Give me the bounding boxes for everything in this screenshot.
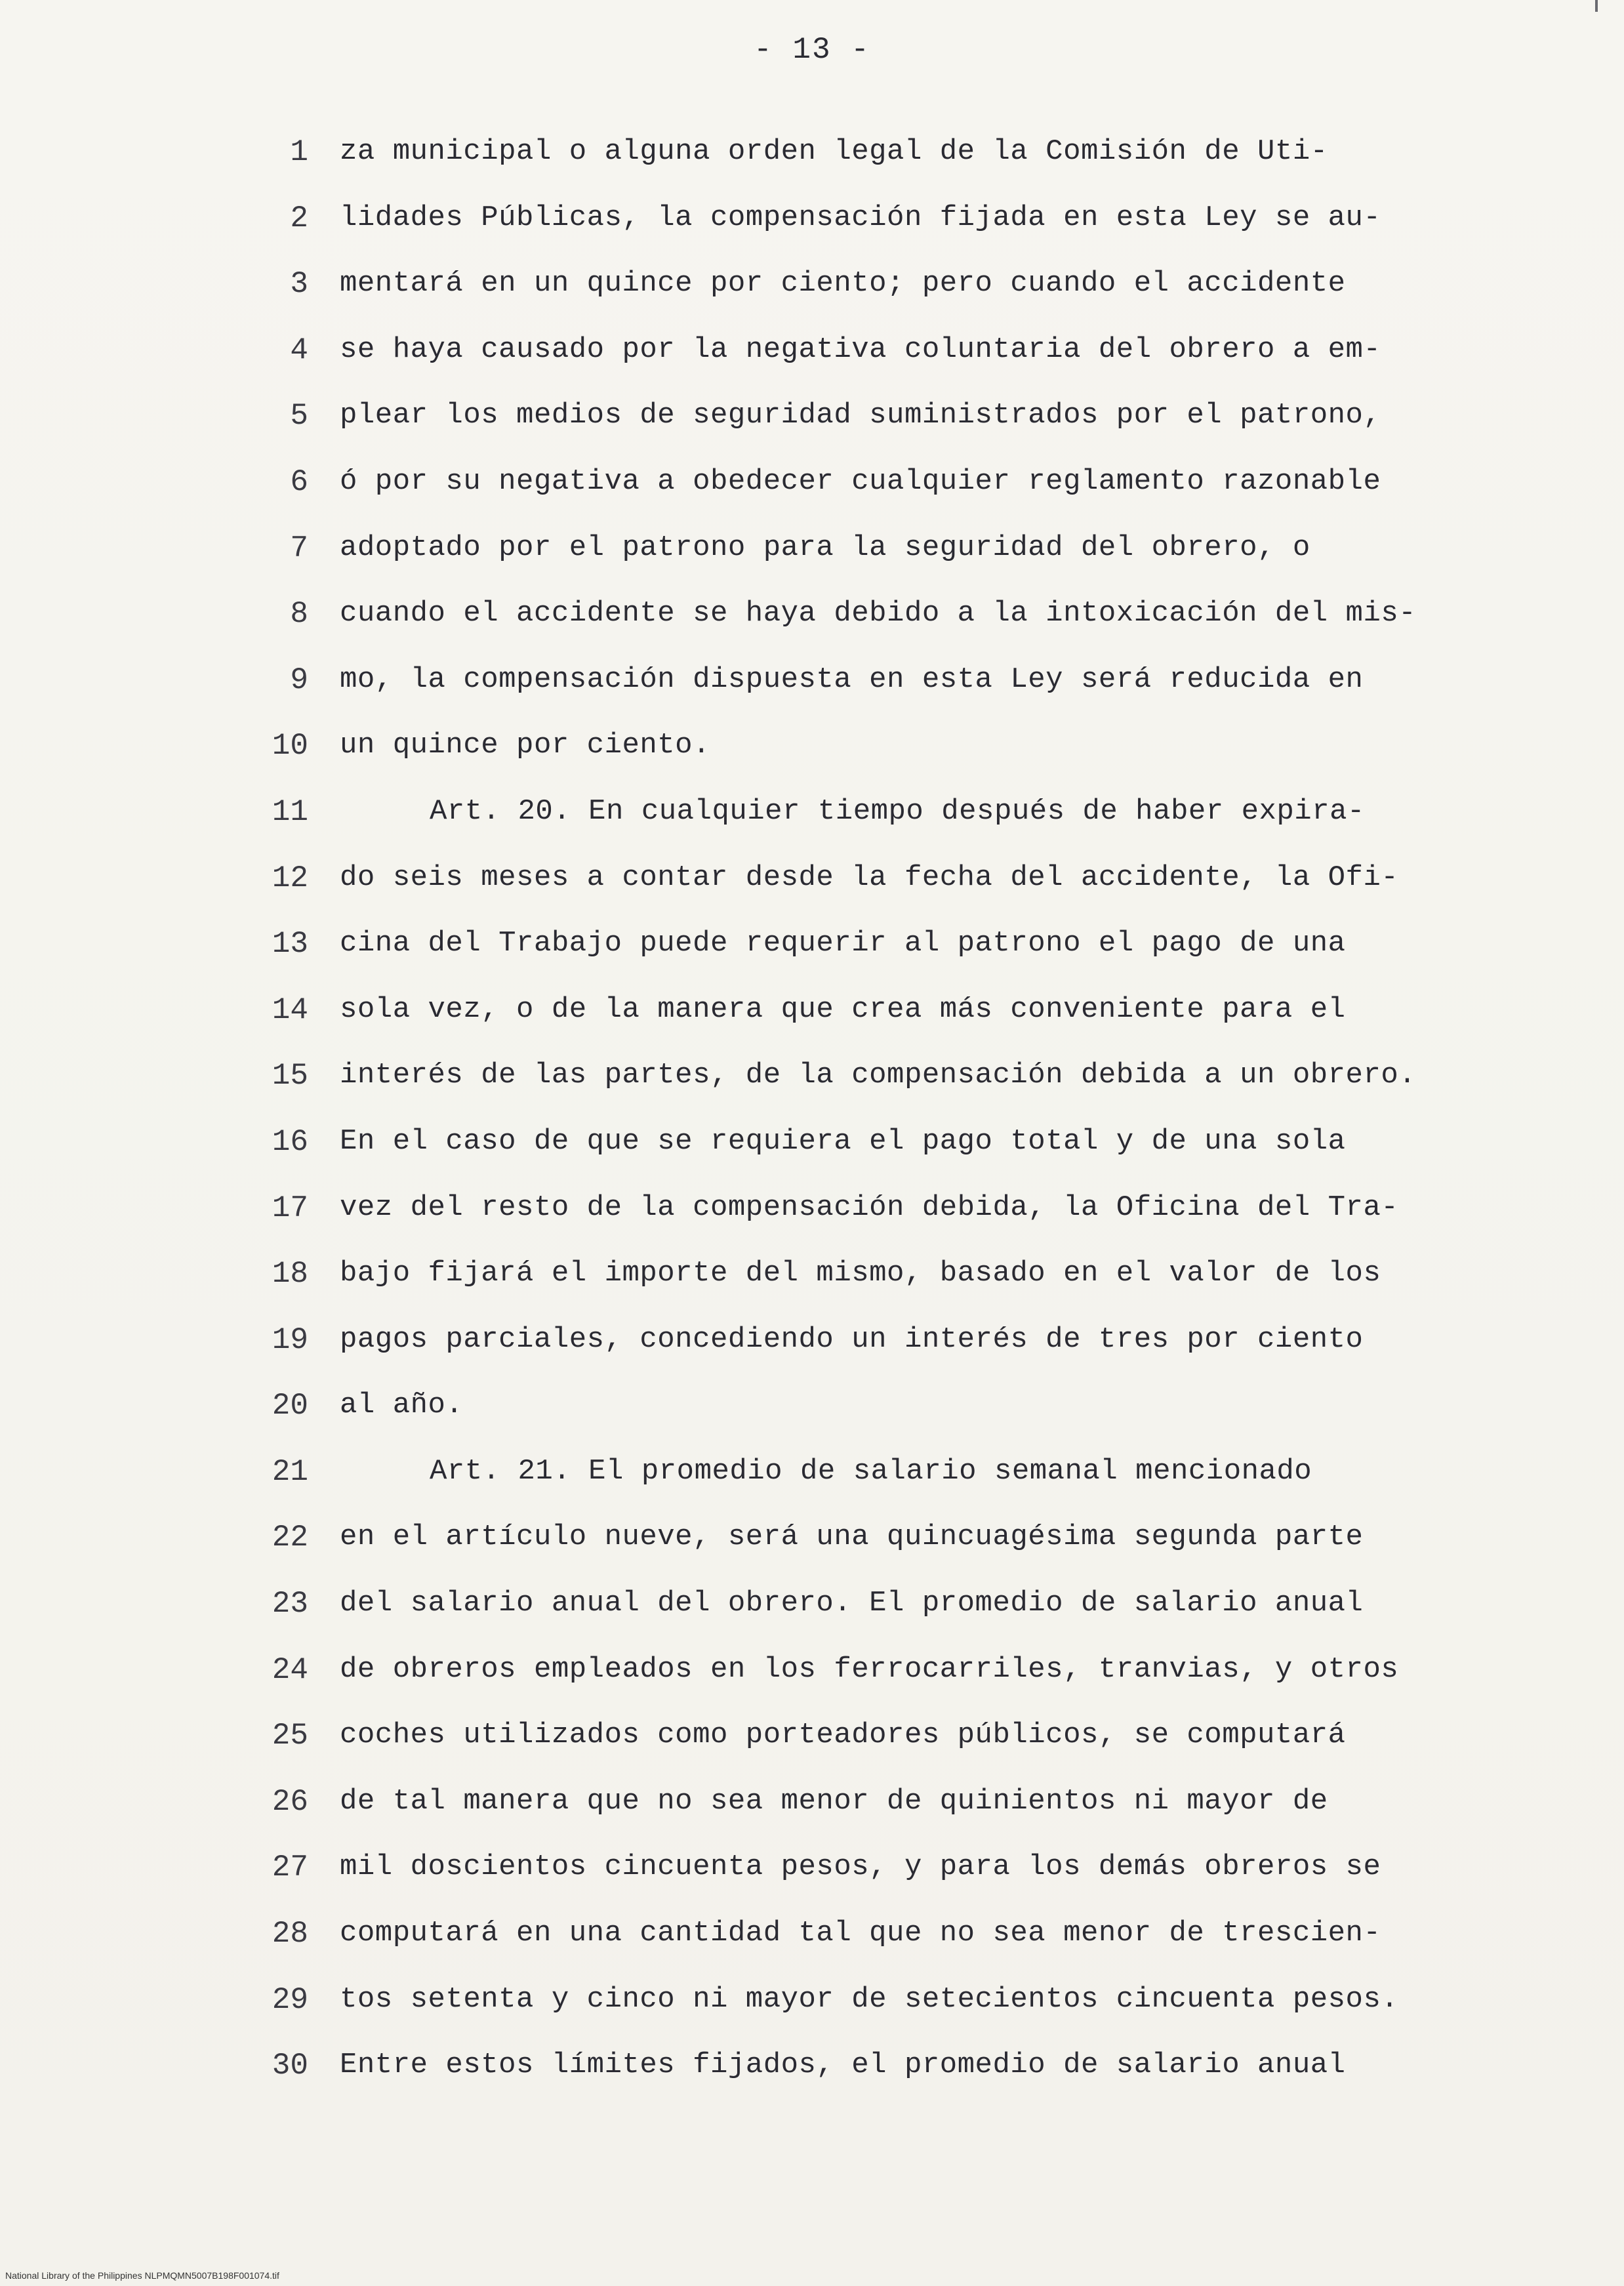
document-body <box>0 129 1624 2108</box>
line-text: se haya causado por la negativa coluntaria del obrero a em- <box>340 333 1381 366</box>
document-line <box>0 855 1624 921</box>
document-line <box>0 525 1624 591</box>
document-line <box>0 1250 1624 1316</box>
line-number: 28 <box>272 1917 308 1951</box>
line-text: ó por su negativa a obedecer cualquier reglamento razonable <box>340 464 1381 498</box>
line-text: coches utilizados como porteadores públicos, se computará <box>340 1719 1346 1752</box>
line-number: 11 <box>272 794 308 829</box>
document-line <box>0 722 1624 788</box>
line-text: computará en una cantidad tal que no sea menor de trescien- <box>340 1917 1381 1950</box>
document-line <box>0 1052 1624 1118</box>
line-number: 21 <box>272 1454 308 1489</box>
line-number: 1 <box>290 135 308 169</box>
document-line <box>0 657 1624 723</box>
line-number: 8 <box>290 597 308 632</box>
document-line <box>0 987 1624 1053</box>
line-text: mil doscientos cincuenta pesos, y para los demás obreros se <box>340 1850 1381 1884</box>
document-line <box>0 459 1624 525</box>
line-number: 6 <box>290 464 308 499</box>
document-line <box>0 1382 1624 1448</box>
line-number: 27 <box>272 1850 308 1885</box>
line-text: interés de las partes, de la compensación debida a un obrero. <box>340 1059 1417 1092</box>
line-text: cuando el accidente se haya debido a la intoxicación del mis- <box>340 597 1417 630</box>
line-text: Entre estos límites fijados, el promedio de salario anual <box>340 2049 1346 2082</box>
line-text: mentará en un quince por ciento; pero cuando el accidente <box>340 267 1346 300</box>
line-number: 26 <box>272 1784 308 1819</box>
document-line <box>0 1910 1624 1976</box>
line-text: al año. <box>340 1389 464 1422</box>
document-line <box>0 195 1624 261</box>
line-number: 9 <box>290 663 308 697</box>
line-text: za municipal o alguna orden legal de la Comisión de Uti- <box>340 135 1328 168</box>
line-number: 10 <box>272 729 308 764</box>
line-text: Art. 20. En cualquier tiempo después de haber expira- <box>430 794 1365 828</box>
document-line <box>0 260 1624 327</box>
document-line <box>0 1580 1624 1646</box>
line-text: vez del resto de la compensación debida, la Oficina del Tra- <box>340 1191 1399 1224</box>
line-number: 7 <box>290 531 308 565</box>
line-number: 5 <box>290 399 308 434</box>
line-number: 20 <box>272 1389 308 1423</box>
document-line <box>0 590 1624 657</box>
document-line <box>0 1778 1624 1845</box>
document-line <box>0 1712 1624 1778</box>
line-number: 18 <box>272 1257 308 1292</box>
document-line <box>0 1118 1624 1185</box>
line-number: 17 <box>272 1191 308 1225</box>
document-line <box>0 1185 1624 1251</box>
line-text: pagos parciales, concediendo un interés de tres por ciento <box>340 1322 1364 1356</box>
document-line <box>0 129 1624 195</box>
line-number: 15 <box>272 1059 308 1093</box>
scan-footer: National Library of the Philippines NLPMQMN5007B198F001074.tif <box>5 2270 279 2281</box>
line-text: tos setenta y cinco ni mayor de setecientos cincuenta pesos. <box>340 1982 1399 2016</box>
line-text: adoptado por el patrono para la seguridad del obrero, o <box>340 531 1310 564</box>
line-text: Art. 21. El promedio de salario semanal mencionado <box>430 1454 1312 1488</box>
line-text: mo, la compensación dispuesta en esta Ley será reducida en <box>340 663 1364 696</box>
line-number: 24 <box>272 1652 308 1687</box>
line-number: 14 <box>272 992 308 1027</box>
document-line <box>0 1514 1624 1580</box>
line-text: de obreros empleados en los ferrocarriles, tranvias, y otros <box>340 1652 1399 1686</box>
line-number: 3 <box>290 267 308 302</box>
document-line <box>0 788 1624 855</box>
line-text: cina del Trabajo puede requerir al patrono el pago de una <box>340 927 1346 960</box>
line-text: en el artículo nueve, será una quincuagésima segunda parte <box>340 1521 1364 1554</box>
document-line <box>0 1448 1624 1515</box>
document-line <box>0 2042 1624 2108</box>
document-line <box>0 1646 1624 1713</box>
line-number: 19 <box>272 1322 308 1357</box>
line-number: 22 <box>272 1521 308 1555</box>
line-number: 25 <box>272 1719 308 1753</box>
line-number: 4 <box>290 333 308 367</box>
line-text: bajo fijará el importe del mismo, basado en el valor de los <box>340 1257 1381 1290</box>
edge-mark <box>1595 0 1598 12</box>
document-line <box>0 392 1624 459</box>
line-text: En el caso de que se requiera el pago total y de una sola <box>340 1124 1346 1158</box>
line-number: 30 <box>272 2049 308 2083</box>
line-number: 2 <box>290 201 308 235</box>
line-number: 23 <box>272 1587 308 1622</box>
document-line <box>0 1844 1624 1910</box>
line-number: 16 <box>272 1124 308 1159</box>
document-line <box>0 327 1624 393</box>
line-text: de tal manera que no sea menor de quinientos ni mayor de <box>340 1784 1328 1818</box>
page-number: - 13 - <box>754 33 870 67</box>
line-number: 13 <box>272 927 308 962</box>
line-text: do seis meses a contar desde la fecha del accidente, la Ofi- <box>340 861 1399 894</box>
document-line <box>0 1316 1624 1383</box>
line-text: plear los medios de seguridad suministrados por el patrono, <box>340 399 1381 432</box>
line-text: lidades Públicas, la compensación fijada en esta Ley se au- <box>340 201 1381 234</box>
document-line <box>0 920 1624 987</box>
line-text: del salario anual del obrero. El promedio de salario anual <box>340 1587 1364 1620</box>
line-number: 12 <box>272 861 308 895</box>
line-text: un quince por ciento. <box>340 729 710 762</box>
document-line <box>0 1976 1624 2043</box>
line-number: 29 <box>272 1982 308 2017</box>
line-text: sola vez, o de la manera que crea más conveniente para el <box>340 992 1346 1026</box>
